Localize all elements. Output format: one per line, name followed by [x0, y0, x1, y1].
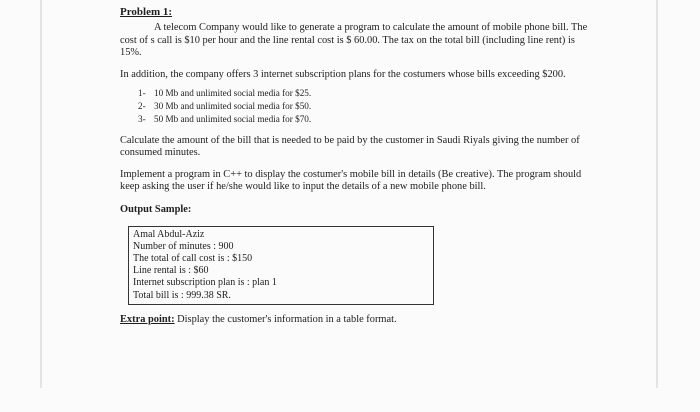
plan-text: 50 Mb and unlimited social media for $70.	[154, 114, 312, 125]
addition-paragraph: In addition, the company offers 3 internet subscription plans for the costumers whose bills exceeding $200.	[120, 68, 566, 80]
plan-item	[138, 113, 590, 126]
plan-number: 2-	[138, 101, 146, 112]
extra-point	[120, 314, 590, 326]
problem-document	[120, 6, 590, 326]
problem-title: Problem 1:	[120, 6, 173, 18]
output-sample-heading: Output Sample:	[120, 203, 192, 215]
sample-line: The total of call cost is : $150	[133, 253, 253, 265]
plan-item	[138, 100, 590, 113]
sample-line: Number of minutes : 900	[133, 241, 234, 253]
implement-paragraph: Implement a program in C++ to display the costumer's mobile bill in details (Be creative). The program should keep asking the user if he/she would like to input the details of a new mobile phone bill.	[120, 168, 582, 193]
left-page-edge	[40, 0, 42, 388]
plan-number: 3-	[138, 114, 146, 125]
sample-line: Total bill is : 999.38 SR.	[133, 289, 231, 301]
plan-text: 10 Mb and unlimited social media for $25.	[154, 88, 312, 99]
right-page-edge	[656, 0, 658, 388]
sample-line: Line rental is : $60	[133, 265, 209, 277]
output-sample-box	[128, 226, 434, 305]
plan-list	[138, 87, 590, 126]
plan-text: 30 Mb and unlimited social media for $50.	[154, 101, 312, 112]
plan-number: 1-	[138, 88, 146, 99]
sample-line: Amal Abdul-Aziz	[133, 229, 205, 241]
plan-item	[138, 87, 590, 100]
intro-paragraph: A telecom Company would like to generate a program to calculate the amount of mobile phone bill. The cost of s call is $10 per hour and the line rental cost is $ 60.00. The tax on the total bill (including line rent) is 15%.	[120, 22, 588, 59]
extra-point-text: Display the customer's information in a table format.	[174, 313, 397, 325]
extra-point-label: Extra point:	[120, 313, 175, 325]
sample-line: Internet subscription plan is : plan 1	[133, 277, 277, 289]
calculate-paragraph: Calculate the amount of the bill that is needed to be paid by the customer in Saudi Riyals giving the number of consumed minutes.	[120, 135, 580, 159]
